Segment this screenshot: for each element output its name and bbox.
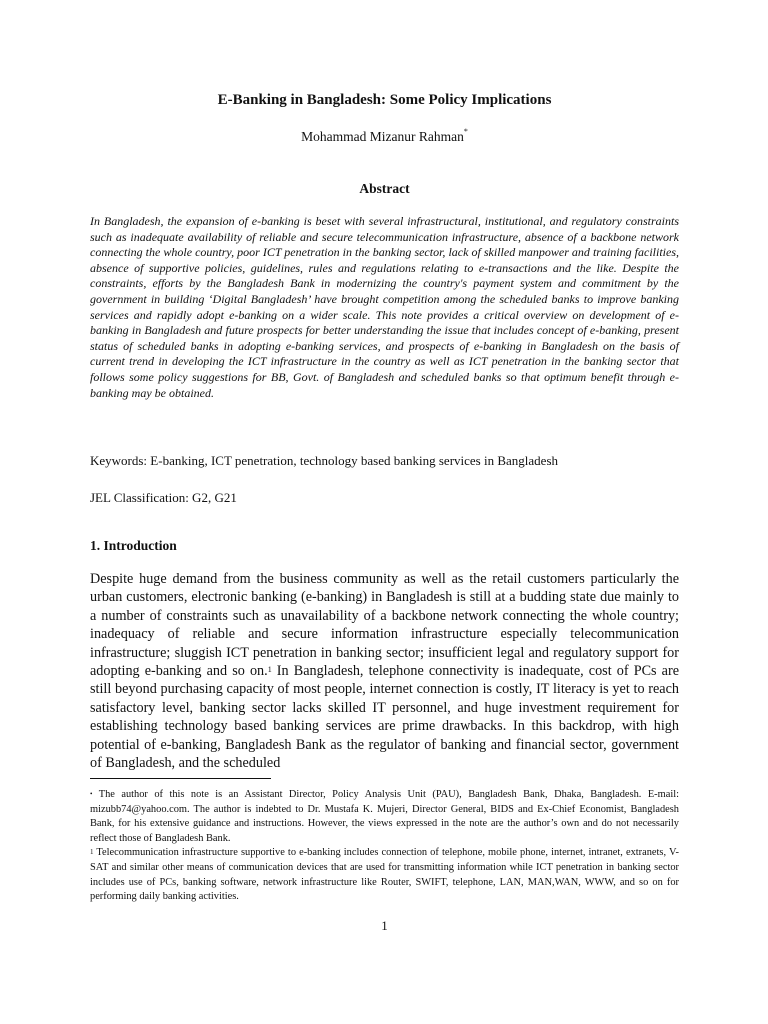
intro-text-part1: Despite huge demand from the business community as well as the retail customers particularly the urban customers, electronic banking (e-banking) in Bangladesh is still at a budding state due mainly to a number of constraints such as unavailability of a backbone network connecting the whole country; inadequacy of reliable and secure information infrastructure especially telecommunication infrastructure; sluggish ICT penetration in banking sector; insufficient legal and regulatory support for adopting e-banking and so on. (90, 571, 679, 680)
intro-text-part2: In Bangladesh, telephone connectivity is inadequate, cost of PCs are still beyond purchasing capacity of most people, internet connection is costly, IT literacy is yet to reach satisfactory level, banking sector lacks skilled IT personnel, and huge investment requirement for establishing technology based banking services are prime drawbacks. In this backdrop, with high potential of e-banking, Bangladesh Bank as the regulator of banking and financial sector, government of Bangladesh, and the scheduled (90, 663, 680, 772)
page-number: 1 (381, 918, 388, 933)
footnote-author (90, 788, 679, 846)
author-name: Mohammad Mizanur Rahman (301, 129, 464, 144)
section-heading-introduction: 1. Introduction (90, 538, 177, 553)
abstract-text: In Bangladesh, the expansion of e-banking is beset with several infrastructural, institutional, and regulatory constraints such as inadequate availability of reliable and secure telecommunication infrastructure, absence of a backbone network connecting the whole country, poor ICT penetration in the banking sector, lack of skilled manpower and training facilities, absence of supportive policies, guidelines, rules and regulations relating to e-transactions and the like. Despite the constraints, efforts by the Bangladesh Bank in modernizing the country's payment system and commitment by the government in building ‘Digital Bangladesh’ have brought competition among the scheduled banks to improve banking services and rapidly adopt e-banking on a wider scale. This note provides a critical overview on development of e-banking in Bangladesh and future prospects for better understanding the issue that includes concept of e-banking, present status of scheduled banks in adopting e-banking services, and prospects of e-banking in Bangladesh on the basis of current trend in developing the ICT infrastructure in the country as well as ICT penetration in the banking sector that follows some policy suggestions for BB, Govt. of Bangladesh and scheduled banks so that optimum benefit through e-banking may be obtained. (90, 214, 679, 400)
footnotes (90, 788, 679, 905)
footnote-author-mark: • (90, 790, 93, 798)
author-footnote-mark: * (463, 127, 468, 136)
footnote-1 (90, 846, 679, 904)
introduction-paragraph (90, 570, 679, 772)
keywords: Keywords: E-banking, ICT penetration, technology based banking services in Bangladesh (90, 453, 559, 468)
abstract-heading: Abstract (359, 181, 410, 196)
footnote-divider (90, 778, 271, 779)
footnote-1-mark: 1 (90, 848, 94, 857)
author-line (90, 129, 679, 145)
footnote-ref-1: 1 (267, 665, 272, 675)
paper-title: E-Banking in Bangladesh: Some Policy Implications (217, 92, 552, 108)
footnote-author-text: The author of this note is an Assistant Director, Policy Analysis Unit (PAU), Bangladesh Bank, Dhaka, Bangladesh. E-mail: mizubb74@yahoo.com. The author is indebted to Dr. Mustafa K. Mujeri, Director General, BIDS and Ex-Chief Economist, Bangladesh Bank, for his extensive guidance and instructions. However, the views expressed in the note are the author’s own and do not necessarily reflect those of Bangladesh Bank. (90, 789, 679, 844)
footnote-1-text: Telecommunication infrastructure supportive to e-banking includes connection of telephone, mobile phone, internet, intranet, extranets, V-SAT and similar other means of communication devices that are used for transmitting information while ICT penetration in banking sector includes use of PCs, banking software, network infrastructure like Router, SWIFT, telephone, LAN, MAN,WAN, WWW, and so on for performing daily banking activities. (90, 847, 679, 903)
jel-classification: JEL Classification: G2, G21 (90, 490, 237, 505)
